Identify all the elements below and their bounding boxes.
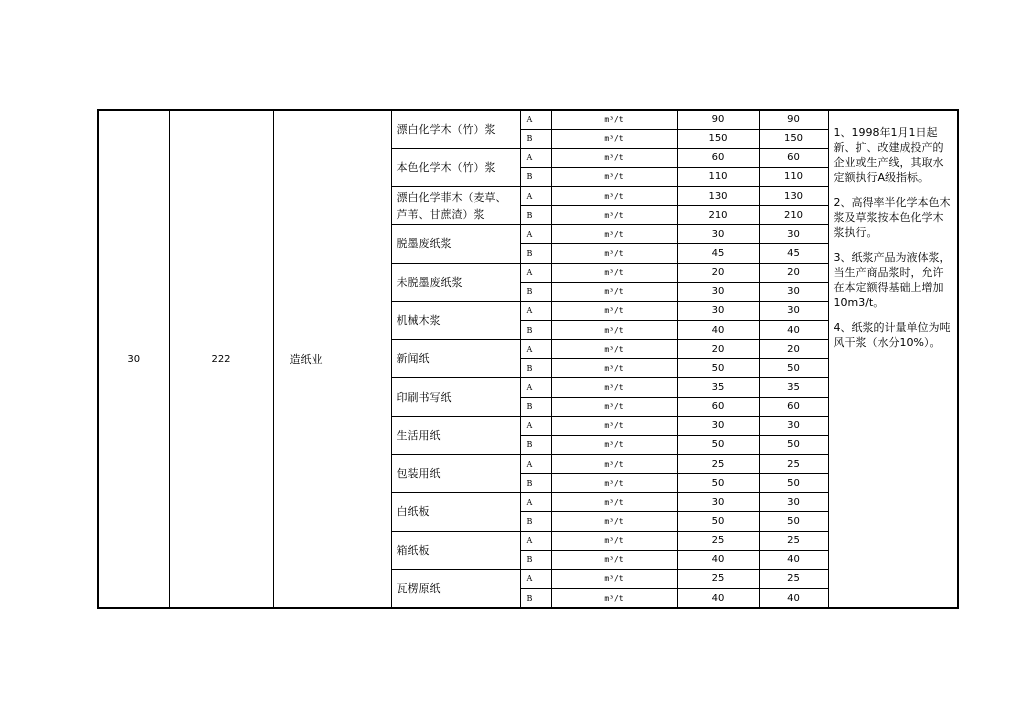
grade-cell: B xyxy=(520,512,551,531)
quota-value-cell: 210 xyxy=(677,206,759,225)
grade-cell: B xyxy=(520,206,551,225)
unit-cell: m³/t xyxy=(551,340,677,359)
unit-cell: m³/t xyxy=(551,263,677,282)
quota-value-cell: 60 xyxy=(677,148,759,167)
unit-cell: m³/t xyxy=(551,474,677,493)
quota-value-alt-cell: 50 xyxy=(759,474,828,493)
quota-value-alt-cell: 30 xyxy=(759,301,828,320)
quota-value-cell: 25 xyxy=(677,531,759,550)
note-paragraph: 3、纸浆产品为液体浆，当生产商品浆时，允许在本定额得基础上增加10m3/t。 xyxy=(833,251,951,309)
quota-value-cell: 130 xyxy=(677,187,759,206)
quota-value-cell: 90 xyxy=(677,110,759,129)
quota-value-cell: 20 xyxy=(677,340,759,359)
quota-value-cell: 25 xyxy=(677,455,759,474)
product-name-cell: 箱纸板 xyxy=(391,531,520,569)
grade-cell: B xyxy=(520,359,551,378)
grade-cell: A xyxy=(520,148,551,167)
quota-value-alt-cell: 40 xyxy=(759,321,828,340)
unit-cell: m³/t xyxy=(551,435,677,454)
quota-value-alt-cell: 25 xyxy=(759,569,828,588)
grade-cell: B xyxy=(520,550,551,569)
grade-cell: B xyxy=(520,474,551,493)
quota-value-alt-cell: 150 xyxy=(759,129,828,148)
unit-cell: m³/t xyxy=(551,148,677,167)
product-name-cell: 机械木浆 xyxy=(391,301,520,339)
grade-cell: B xyxy=(520,589,551,608)
table-row xyxy=(98,110,958,129)
grade-cell: A xyxy=(520,225,551,244)
product-name-cell: 包装用纸 xyxy=(391,455,520,493)
unit-cell: m³/t xyxy=(551,359,677,378)
quota-value-cell: 30 xyxy=(677,416,759,435)
quota-value-cell: 50 xyxy=(677,359,759,378)
unit-cell: m³/t xyxy=(551,378,677,397)
product-name-cell: 新闻纸 xyxy=(391,340,520,378)
industry-name-cell: 造纸业 xyxy=(273,110,391,608)
quota-value-cell: 50 xyxy=(677,474,759,493)
unit-cell: m³/t xyxy=(551,455,677,474)
quota-value-alt-cell: 60 xyxy=(759,397,828,416)
note-paragraph: 1、1998年1月1日起新、扩、改建成投产的企业或生产线，其取水定额执行A级指标。 xyxy=(833,126,944,184)
unit-cell: m³/t xyxy=(551,167,677,186)
quota-value-alt-cell: 40 xyxy=(759,589,828,608)
quota-value-cell: 40 xyxy=(677,321,759,340)
unit-cell: m³/t xyxy=(551,301,677,320)
unit-cell: m³/t xyxy=(551,550,677,569)
quota-value-alt-cell: 25 xyxy=(759,455,828,474)
unit-cell: m³/t xyxy=(551,282,677,301)
product-name-cell: 脱墨废纸浆 xyxy=(391,225,520,263)
grade-cell: A xyxy=(520,378,551,397)
grade-cell: A xyxy=(520,493,551,512)
quota-value-alt-cell: 50 xyxy=(759,512,828,531)
unit-cell: m³/t xyxy=(551,569,677,588)
quota-value-cell: 20 xyxy=(677,263,759,282)
unit-cell: m³/t xyxy=(551,244,677,263)
grade-cell: A xyxy=(520,187,551,206)
grade-cell: A xyxy=(520,340,551,359)
quota-value-alt-cell: 50 xyxy=(759,435,828,454)
quota-value-cell: 60 xyxy=(677,397,759,416)
quota-value-cell: 40 xyxy=(677,550,759,569)
quota-value-alt-cell: 45 xyxy=(759,244,828,263)
grade-cell: A xyxy=(520,110,551,129)
quota-value-cell: 45 xyxy=(677,244,759,263)
unit-cell: m³/t xyxy=(551,493,677,512)
unit-cell: m³/t xyxy=(551,589,677,608)
notes-cell xyxy=(828,110,958,608)
quota-value-cell: 150 xyxy=(677,129,759,148)
quota-value-cell: 30 xyxy=(677,282,759,301)
quota-value-alt-cell: 90 xyxy=(759,110,828,129)
quota-value-alt-cell: 40 xyxy=(759,550,828,569)
quota-value-cell: 50 xyxy=(677,512,759,531)
quota-value-cell: 30 xyxy=(677,493,759,512)
industry-code-cell: 222 xyxy=(169,110,273,608)
product-name-cell: 漂白化学木（竹）浆 xyxy=(391,110,520,148)
product-name-cell: 印刷书写纸 xyxy=(391,378,520,416)
quota-value-alt-cell: 30 xyxy=(759,225,828,244)
unit-cell: m³/t xyxy=(551,397,677,416)
product-name-cell: 本色化学木（竹）浆 xyxy=(391,148,520,186)
quota-value-cell: 30 xyxy=(677,301,759,320)
grade-cell: B xyxy=(520,435,551,454)
quota-value-alt-cell: 20 xyxy=(759,263,828,282)
unit-cell: m³/t xyxy=(551,531,677,550)
unit-cell: m³/t xyxy=(551,321,677,340)
grade-cell: B xyxy=(520,167,551,186)
quota-value-alt-cell: 50 xyxy=(759,359,828,378)
note-paragraph: 2、高得率半化学本色木浆及草浆按本色化学木浆执行。 xyxy=(833,196,951,239)
water-quota-table xyxy=(97,109,959,609)
table-body xyxy=(98,110,958,608)
quota-value-cell: 110 xyxy=(677,167,759,186)
quota-value-cell: 25 xyxy=(677,569,759,588)
quota-value-alt-cell: 110 xyxy=(759,167,828,186)
unit-cell: m³/t xyxy=(551,110,677,129)
quota-value-alt-cell: 30 xyxy=(759,282,828,301)
grade-cell: A xyxy=(520,416,551,435)
quota-value-alt-cell: 130 xyxy=(759,187,828,206)
grade-cell: A xyxy=(520,263,551,282)
quota-value-cell: 40 xyxy=(677,589,759,608)
grade-cell: B xyxy=(520,397,551,416)
quota-value-alt-cell: 35 xyxy=(759,378,828,397)
unit-cell: m³/t xyxy=(551,206,677,225)
quota-value-cell: 30 xyxy=(677,225,759,244)
unit-cell: m³/t xyxy=(551,512,677,531)
product-name-cell: 生活用纸 xyxy=(391,416,520,454)
quota-value-alt-cell: 210 xyxy=(759,206,828,225)
product-name-cell: 白纸板 xyxy=(391,493,520,531)
grade-cell: A xyxy=(520,569,551,588)
product-name-cell: 漂白化学菲木（麦草、芦苇、甘蔗渣）浆 xyxy=(391,187,520,225)
product-name-cell: 未脱墨废纸浆 xyxy=(391,263,520,301)
note-paragraph: 4、纸浆的计量单位为吨风干浆（水分10%）。 xyxy=(833,321,951,349)
quota-value-cell: 35 xyxy=(677,378,759,397)
grade-cell: A xyxy=(520,301,551,320)
grade-cell: B xyxy=(520,129,551,148)
row-index-cell: 30 xyxy=(98,110,169,608)
grade-cell: B xyxy=(520,321,551,340)
grade-cell: A xyxy=(520,531,551,550)
quota-value-alt-cell: 25 xyxy=(759,531,828,550)
unit-cell: m³/t xyxy=(551,129,677,148)
grade-cell: B xyxy=(520,244,551,263)
unit-cell: m³/t xyxy=(551,187,677,206)
quota-value-cell: 50 xyxy=(677,435,759,454)
quota-value-alt-cell: 30 xyxy=(759,416,828,435)
unit-cell: m³/t xyxy=(551,416,677,435)
unit-cell: m³/t xyxy=(551,225,677,244)
quota-value-alt-cell: 60 xyxy=(759,148,828,167)
quota-value-alt-cell: 30 xyxy=(759,493,828,512)
quota-value-alt-cell: 20 xyxy=(759,340,828,359)
grade-cell: A xyxy=(520,455,551,474)
product-name-cell: 瓦楞原纸 xyxy=(391,569,520,608)
grade-cell: B xyxy=(520,282,551,301)
